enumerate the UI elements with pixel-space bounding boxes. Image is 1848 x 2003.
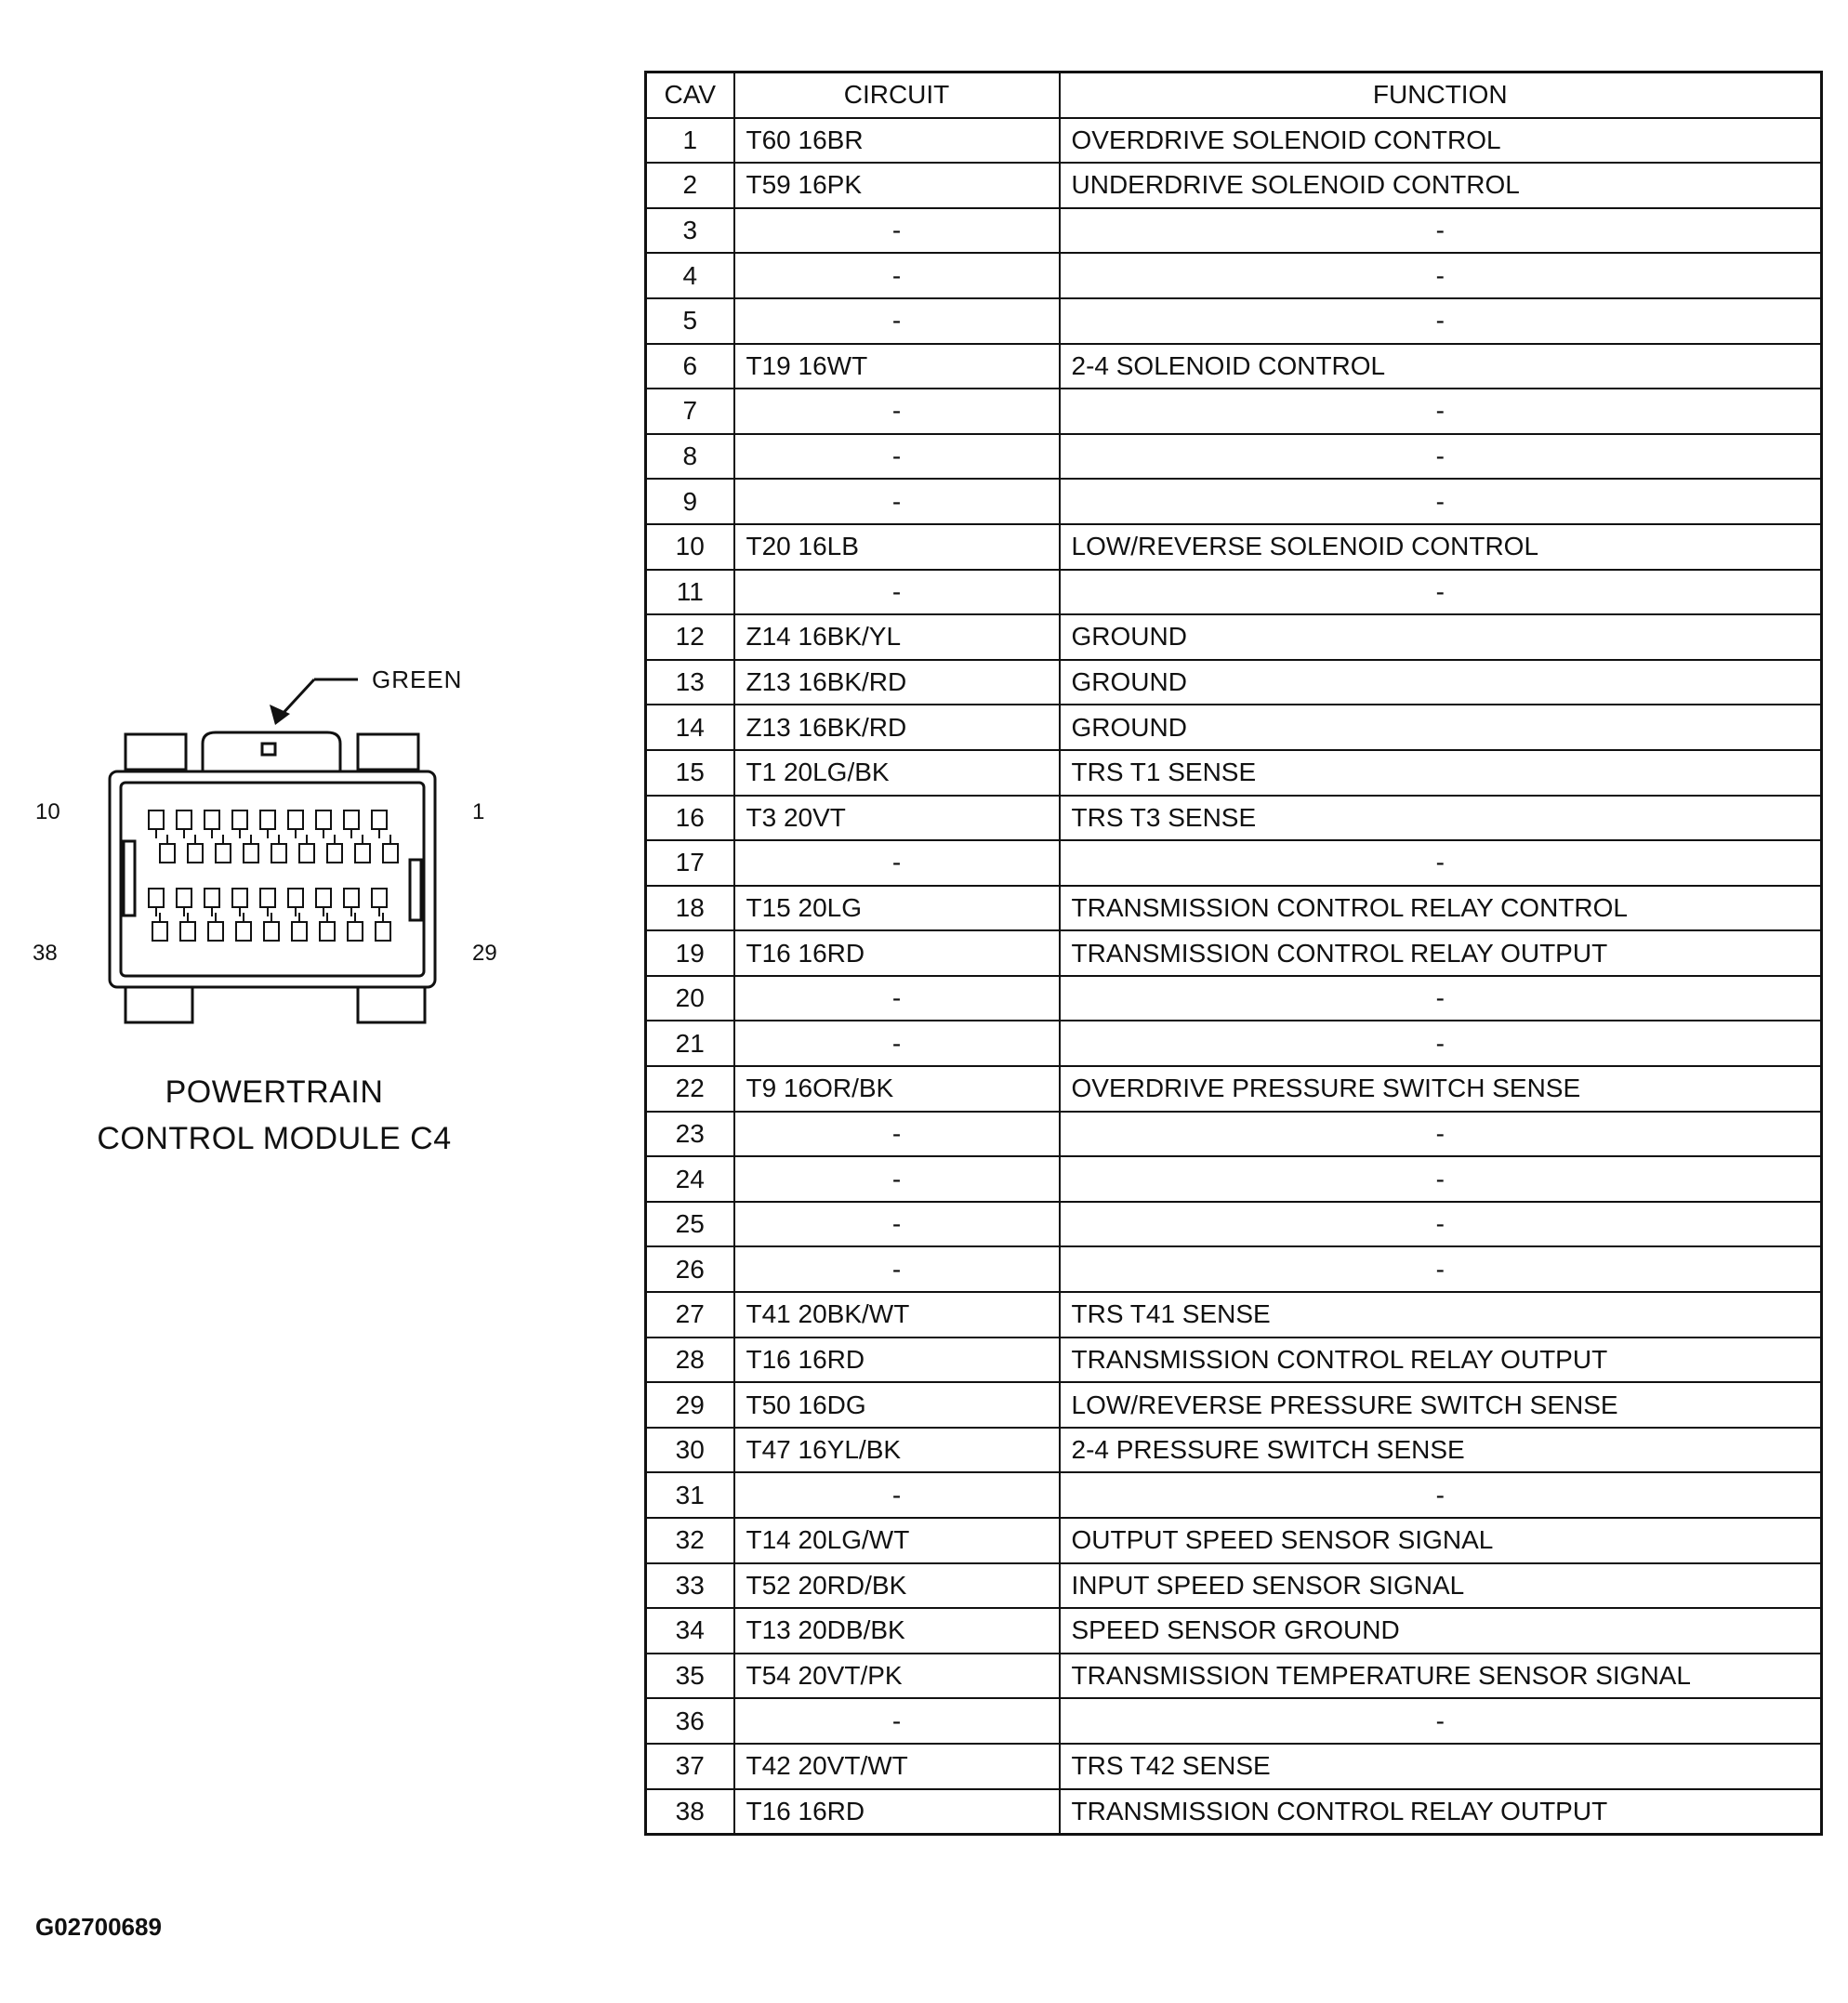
table-row (646, 840, 1822, 886)
cell-cav: 31 (646, 1472, 734, 1518)
cell-cav: 16 (646, 796, 734, 841)
cell-circuit: T59 16PK (734, 163, 1060, 208)
cell-circuit: - (734, 976, 1060, 1021)
table-row (646, 1382, 1822, 1428)
cell-function: - (1060, 1246, 1822, 1292)
cell-circuit: Z13 16BK/RD (734, 705, 1060, 750)
cell-cav: 14 (646, 705, 734, 750)
cell-function: - (1060, 1156, 1822, 1202)
cell-cav: 33 (646, 1563, 734, 1609)
cell-function: - (1060, 1698, 1822, 1744)
table-row (646, 1066, 1822, 1112)
header-function: FUNCTION (1060, 72, 1822, 118)
cell-cav: 4 (646, 253, 734, 298)
right-top-tab (358, 734, 418, 770)
pin-cavity (208, 922, 223, 941)
pin-cavity (177, 889, 191, 907)
cell-circuit: - (734, 1472, 1060, 1518)
table-row (646, 524, 1822, 570)
cell-cav: 13 (646, 660, 734, 705)
table-row (646, 1246, 1822, 1292)
table-header-row (646, 72, 1822, 118)
cell-function: - (1060, 1472, 1822, 1518)
cell-circuit: - (734, 208, 1060, 254)
caption-line-2: CONTROL MODULE C4 (97, 1121, 452, 1156)
cell-circuit: - (734, 840, 1060, 886)
cell-cav: 1 (646, 118, 734, 164)
pin-cavity (344, 889, 359, 907)
cell-circuit: T50 16DG (734, 1382, 1060, 1428)
table-row (646, 1112, 1822, 1157)
table-row (646, 886, 1822, 931)
cell-cav: 25 (646, 1202, 734, 1247)
cell-function: - (1060, 840, 1822, 886)
cell-circuit: T20 16LB (734, 524, 1060, 570)
pin-cavity (355, 844, 370, 863)
table-row (646, 750, 1822, 796)
cell-function: - (1060, 1021, 1822, 1066)
table-row (646, 660, 1822, 705)
cell-cav: 35 (646, 1654, 734, 1699)
cell-function: LOW/REVERSE PRESSURE SWITCH SENSE (1060, 1382, 1822, 1428)
cell-cav: 22 (646, 1066, 734, 1112)
cell-function: GROUND (1060, 660, 1822, 705)
cell-function: GROUND (1060, 705, 1822, 750)
cell-cav: 29 (646, 1382, 734, 1428)
cell-cav: 24 (646, 1156, 734, 1202)
cell-function: OVERDRIVE SOLENOID CONTROL (1060, 118, 1822, 164)
cell-function: TRANSMISSION CONTROL RELAY CONTROL (1060, 886, 1822, 931)
table-row (646, 1338, 1822, 1383)
cell-circuit: - (734, 298, 1060, 344)
pin-cavity (376, 922, 390, 941)
cell-function: - (1060, 208, 1822, 254)
table-row (646, 253, 1822, 298)
pin-cavity (348, 922, 363, 941)
cell-circuit: - (734, 1156, 1060, 1202)
pin-label-10: 10 (35, 799, 60, 824)
cell-cav: 12 (646, 614, 734, 660)
cell-function: - (1060, 570, 1822, 615)
cell-cav: 17 (646, 840, 734, 886)
green-latch (203, 732, 340, 771)
cell-cav: 9 (646, 479, 734, 524)
table-row (646, 479, 1822, 524)
table-row (646, 705, 1822, 750)
cell-function: - (1060, 434, 1822, 480)
caption-line-1: POWERTRAIN (165, 1074, 384, 1110)
right-bottom-tab (358, 987, 425, 1022)
cell-circuit: T47 16YL/BK (734, 1428, 1060, 1473)
right-key (410, 860, 421, 920)
latch-slot (262, 744, 275, 755)
cell-function: TRS T1 SENSE (1060, 750, 1822, 796)
cell-function: - (1060, 298, 1822, 344)
pin-cavity (271, 844, 286, 863)
cell-cav: 10 (646, 524, 734, 570)
table-row (646, 1563, 1822, 1609)
cell-circuit: T3 20VT (734, 796, 1060, 841)
connector-caption (93, 1069, 455, 1162)
table-row (646, 1021, 1822, 1066)
left-top-tab (125, 734, 186, 770)
figure-id: G02700689 (35, 1913, 162, 1941)
cell-function: - (1060, 479, 1822, 524)
cell-cav: 7 (646, 389, 734, 434)
pin-cavity (205, 810, 219, 829)
pin-cavity (216, 844, 231, 863)
cell-circuit: T19 16WT (734, 344, 1060, 389)
cell-circuit: - (734, 1246, 1060, 1292)
pin-cavity (232, 810, 247, 829)
table-row (646, 298, 1822, 344)
cell-function: TRANSMISSION CONTROL RELAY OUTPUT (1060, 1789, 1822, 1835)
cell-function: TRS T41 SENSE (1060, 1292, 1822, 1338)
pin-cavity (292, 922, 307, 941)
cell-circuit: - (734, 479, 1060, 524)
cell-circuit: T54 20VT/PK (734, 1654, 1060, 1699)
cell-cav: 21 (646, 1021, 734, 1066)
table-row (646, 118, 1822, 164)
cell-circuit: T1 20LG/BK (734, 750, 1060, 796)
cell-circuit: T14 20LG/WT (734, 1518, 1060, 1563)
table-row (646, 1654, 1822, 1699)
pin-label-1: 1 (472, 799, 485, 824)
connector-diagram (0, 0, 521, 1069)
cell-circuit: T15 20LG (734, 886, 1060, 931)
callout-arrow-shaft (281, 679, 314, 716)
table-row (646, 1156, 1822, 1202)
header-cav: CAV (646, 72, 734, 118)
pin-label-38: 38 (33, 941, 58, 966)
cell-function: GROUND (1060, 614, 1822, 660)
table-row (646, 208, 1822, 254)
table-row (646, 1518, 1822, 1563)
cell-function: TRS T42 SENSE (1060, 1744, 1822, 1789)
cell-function: UNDERDRIVE SOLENOID CONTROL (1060, 163, 1822, 208)
cell-circuit: - (734, 1112, 1060, 1157)
cell-cav: 28 (646, 1338, 734, 1383)
cell-circuit: T60 16BR (734, 118, 1060, 164)
cell-circuit: - (734, 253, 1060, 298)
pin-cavity (205, 889, 219, 907)
pin-cavity (344, 810, 359, 829)
cell-cav: 18 (646, 886, 734, 931)
cell-function: OVERDRIVE PRESSURE SWITCH SENSE (1060, 1066, 1822, 1112)
cell-function: - (1060, 1202, 1822, 1247)
pin-cavity (232, 889, 247, 907)
pin-cavity (264, 922, 279, 941)
cell-cav: 23 (646, 1112, 734, 1157)
table-row (646, 930, 1822, 976)
pin-cavity (152, 922, 167, 941)
cell-function: - (1060, 976, 1822, 1021)
cell-circuit: T9 16OR/BK (734, 1066, 1060, 1112)
pin-cavity (177, 810, 191, 829)
cell-circuit: - (734, 434, 1060, 480)
pin-cavity (288, 810, 303, 829)
pinout-body (646, 118, 1822, 1835)
table-row (646, 1472, 1822, 1518)
callout-label-green: GREEN (372, 665, 463, 693)
cell-cav: 5 (646, 298, 734, 344)
cell-circuit: - (734, 1698, 1060, 1744)
pin-cavity (320, 922, 335, 941)
cell-circuit: Z13 16BK/RD (734, 660, 1060, 705)
pin-cavity (180, 922, 195, 941)
cell-function: OUTPUT SPEED SENSOR SIGNAL (1060, 1518, 1822, 1563)
table-row (646, 1789, 1822, 1835)
cell-circuit: - (734, 389, 1060, 434)
table-row (646, 344, 1822, 389)
cell-function: TRANSMISSION CONTROL RELAY OUTPUT (1060, 1338, 1822, 1383)
cell-circuit: - (734, 1021, 1060, 1066)
cell-cav: 36 (646, 1698, 734, 1744)
cell-function: LOW/REVERSE SOLENOID CONTROL (1060, 524, 1822, 570)
cell-cav: 20 (646, 976, 734, 1021)
pin-cavity (188, 844, 203, 863)
cell-circuit: T41 20BK/WT (734, 1292, 1060, 1338)
cell-cav: 34 (646, 1608, 734, 1654)
cell-cav: 2 (646, 163, 734, 208)
cell-function: INPUT SPEED SENSOR SIGNAL (1060, 1563, 1822, 1609)
table-row (646, 1428, 1822, 1473)
cell-circuit: T42 20VT/WT (734, 1744, 1060, 1789)
table-row (646, 163, 1822, 208)
pin-cavity (372, 889, 387, 907)
pinout-table (644, 71, 1823, 1836)
connector-face (121, 783, 424, 976)
table-row (646, 796, 1822, 841)
pin-cavity (260, 889, 275, 907)
cell-function: - (1060, 389, 1822, 434)
cell-circuit: - (734, 570, 1060, 615)
cell-cav: 27 (646, 1292, 734, 1338)
cell-circuit: - (734, 1202, 1060, 1247)
table-row (646, 1698, 1822, 1744)
cell-cav: 3 (646, 208, 734, 254)
cell-cav: 8 (646, 434, 734, 480)
table-row (646, 1744, 1822, 1789)
cell-circuit: T16 16RD (734, 1789, 1060, 1835)
table-row (646, 389, 1822, 434)
pin-cavity (316, 889, 331, 907)
pin-cavity (260, 810, 275, 829)
cell-cav: 37 (646, 1744, 734, 1789)
cell-function: SPEED SENSOR GROUND (1060, 1608, 1822, 1654)
cell-cav: 11 (646, 570, 734, 615)
cell-circuit: T16 16RD (734, 1338, 1060, 1383)
cell-function: TRANSMISSION TEMPERATURE SENSOR SIGNAL (1060, 1654, 1822, 1699)
cell-function: - (1060, 253, 1822, 298)
left-bottom-tab (125, 987, 192, 1022)
table-row (646, 570, 1822, 615)
pin-cavity (316, 810, 331, 829)
table-row (646, 976, 1822, 1021)
pin-cavity (244, 844, 258, 863)
cell-function: 2-4 SOLENOID CONTROL (1060, 344, 1822, 389)
pin-cavity (327, 844, 342, 863)
cell-cav: 26 (646, 1246, 734, 1292)
cell-circuit: T13 20DB/BK (734, 1608, 1060, 1654)
pin-cavity (383, 844, 398, 863)
cell-function: 2-4 PRESSURE SWITCH SENSE (1060, 1428, 1822, 1473)
pin-cavity (299, 844, 314, 863)
cell-circuit: T52 20RD/BK (734, 1563, 1060, 1609)
cell-cav: 32 (646, 1518, 734, 1563)
pin-cavity (288, 889, 303, 907)
table-row (646, 1202, 1822, 1247)
table-row (646, 1292, 1822, 1338)
table-row (646, 1608, 1822, 1654)
cell-cav: 38 (646, 1789, 734, 1835)
cell-cav: 19 (646, 930, 734, 976)
cell-function: - (1060, 1112, 1822, 1157)
pin-cavity (160, 844, 175, 863)
pin-label-29: 29 (472, 941, 497, 966)
table-row (646, 434, 1822, 480)
cell-circuit: Z14 16BK/YL (734, 614, 1060, 660)
header-circuit: CIRCUIT (734, 72, 1060, 118)
pin-cavity (372, 810, 387, 829)
pin-cavity (149, 810, 164, 829)
cell-function: TRANSMISSION CONTROL RELAY OUTPUT (1060, 930, 1822, 976)
cell-cav: 30 (646, 1428, 734, 1473)
left-key (124, 841, 135, 916)
table-row (646, 614, 1822, 660)
cell-circuit: T16 16RD (734, 930, 1060, 976)
pin-grid (149, 810, 398, 941)
pin-cavity (236, 922, 251, 941)
connector-body (110, 771, 435, 987)
pin-cavity (149, 889, 164, 907)
cell-function: TRS T3 SENSE (1060, 796, 1822, 841)
cell-cav: 6 (646, 344, 734, 389)
cell-cav: 15 (646, 750, 734, 796)
